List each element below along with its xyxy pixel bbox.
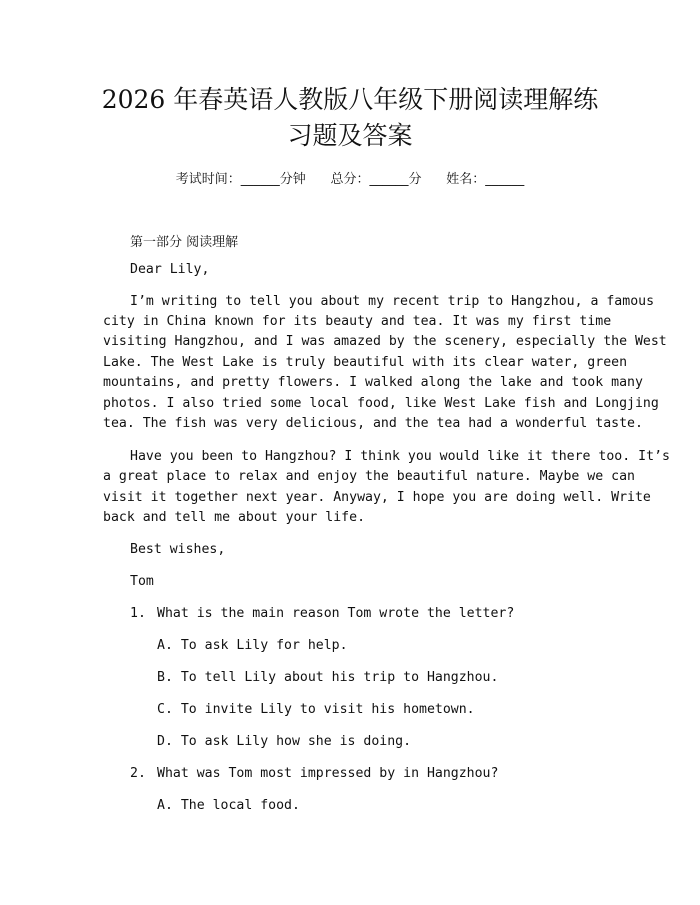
- paragraph1-line: photos. I also tried some local food, like West Lake fish and Longjing: [103, 396, 659, 411]
- paragraph1-line: I’m writing to tell you about my recent trip to Hangzhou, a famous: [130, 294, 655, 309]
- paragraph2-line: back and tell me about your life.: [103, 510, 366, 525]
- paragraph2-line: visit it together next year. Anyway, I hope you are doing well. Write: [103, 490, 651, 505]
- paragraph1-line: tea. The fish was very delicious, and the tea had a wonderful taste.: [103, 416, 643, 431]
- paragraph1-line: mountains, and pretty flowers. I walked along the lake and took many: [103, 375, 643, 390]
- letter-closing: Best wishes,: [130, 542, 226, 557]
- answer-option: C. To invite Lily to visit his hometown.: [157, 702, 475, 717]
- answer-option: A. To ask Lily for help.: [157, 638, 348, 653]
- paragraph2-line: Have you been to Hangzhou? I think you would like it there too. It’s: [130, 449, 670, 464]
- answer-option: B. To tell Lily about his trip to Hangzhou.: [157, 670, 499, 685]
- paragraph1-line: city in China known for its beauty and tea. It was my first time: [103, 314, 612, 329]
- question-number: 2.: [130, 766, 146, 781]
- question-number: 1.: [130, 606, 146, 621]
- question-text: What was Tom most impressed by in Hangzhou?: [157, 766, 499, 781]
- answer-option: A. The local food.: [157, 798, 300, 813]
- section-heading: 第一部分 阅读理解: [130, 235, 239, 250]
- letter-signature: Tom: [130, 574, 154, 589]
- exam-info-line: 考试时间：______分钟 总分：______分 姓名：______: [175, 172, 525, 187]
- paragraph1-line: Lake. The West Lake is truly beautiful with its clear water, green: [103, 355, 628, 370]
- question-text: What is the main reason Tom wrote the letter?: [157, 606, 515, 621]
- paragraph1-line: visiting Hangzhou, and I was amazed by the scenery, especially the West: [103, 334, 667, 349]
- paragraph2-line: a great place to relax and enjoy the beautiful nature. Maybe we can: [103, 469, 635, 484]
- document-title-line1: 2026 年春英语人教版八年级下册阅读理解练: [101, 85, 599, 114]
- document-title-line2: 习题及答案: [287, 121, 413, 150]
- letter-greeting: Dear Lily,: [130, 262, 210, 277]
- answer-option: D. To ask Lily how she is doing.: [157, 734, 412, 749]
